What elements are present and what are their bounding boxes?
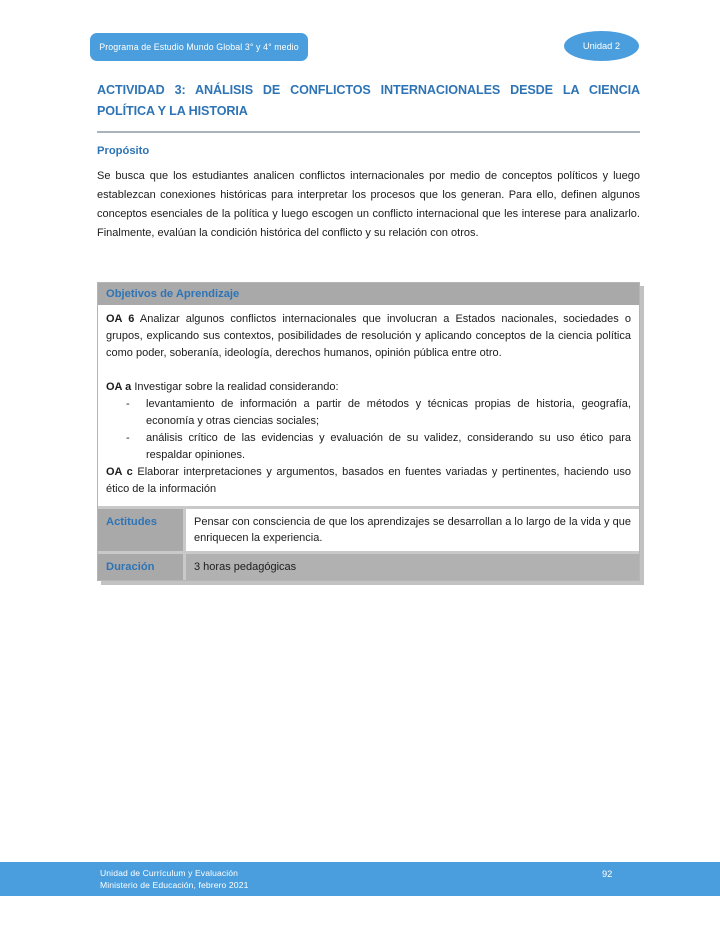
actitudes-row (98, 506, 639, 551)
footer-line-2: Ministerio de Educación, febrero 2021 (100, 880, 249, 890)
oac-paragraph (106, 464, 631, 498)
program-header-label: Programa de Estudio Mundo Global 3° y 4° medio (99, 42, 299, 52)
oac-label: OA c (106, 466, 133, 478)
footer-text-block (100, 867, 248, 891)
oaa-bullet-2 (106, 430, 631, 464)
oaa-bullet-1 (106, 396, 631, 430)
duracion-value-cell: 3 horas pedagógicas (186, 554, 639, 580)
proposito-heading: Propósito (97, 145, 150, 157)
footer-bar (0, 862, 720, 896)
duracion-row (98, 551, 639, 580)
unit-badge (564, 31, 639, 61)
oa6-paragraph (106, 311, 631, 362)
footer-line-1: Unidad de Currículum y Evaluación (100, 868, 239, 878)
oaa-bullet-2-text: análisis crítico de las evidencias y evaluación de su validez, considerando su uso ético para respaldar opiniones. (146, 432, 631, 461)
unit-badge-label: Unidad 2 (582, 41, 621, 51)
oa6-text: Analizar algunos conflictos internacionales que involucran a Estados nacionales, sociedades o grupos, explicando sus contextos, posibilidades de resolución y aplicando conceptos de la ciencia política como poder, soberanía, ideología, derechos humanos, opinión pública entre otro. (106, 313, 632, 359)
title-divider (97, 131, 640, 133)
objetivos-table (97, 282, 640, 581)
actitudes-label-cell: Actitudes (98, 509, 186, 551)
objetivos-table-header: Objetivos de Aprendizaje (98, 283, 639, 305)
proposito-paragraph: Se busca que los estudiantes analicen conflictos internacionales por medio de conceptos políticos y luego establezcan conexiones históricas para interpretar los procesos que los generan. Para ello, definen algunos conceptos esenciales de la política y luego escogen un conflicto internacional que les interese para analizarlo. Finalmente, evalúan la condición histórica del conflicto y su relación con otros. (97, 170, 640, 239)
oaa-text: Investigar sobre la realidad considerando: (131, 381, 339, 393)
page-number: 92 (602, 869, 613, 879)
paragraph-spacer (106, 362, 631, 379)
oaa-bullet-1-text: levantamiento de información a partir de métodos y técnicas propias de historia, geografía, economía y otras ciencias sociales; (146, 398, 631, 427)
bullet-dash: - (126, 432, 130, 444)
duracion-label-cell: Duración (98, 554, 186, 580)
bullet-dash: - (126, 398, 130, 410)
oaa-label: OA a (106, 381, 132, 393)
oac-text: Elaborar interpretaciones y argumentos, basados en fuentes variadas y pertinentes, haciendo uso ético de la información (106, 466, 632, 495)
program-header-bar (90, 33, 308, 61)
oaa-paragraph (106, 379, 631, 396)
objetivos-table-body (98, 305, 639, 506)
oa6-label: OA 6 (106, 313, 135, 325)
activity-title: ACTIVIDAD 3: ANÁLISIS DE CONFLICTOS INTERNACIONALES DESDE LA CIENCIA POLÍTICA Y LA HISTORIA (97, 83, 640, 118)
actitudes-value-cell: Pensar con consciencia de que los aprendizajes se desarrollan a lo largo de la vida y que enriquecen la experiencia. (186, 509, 639, 551)
